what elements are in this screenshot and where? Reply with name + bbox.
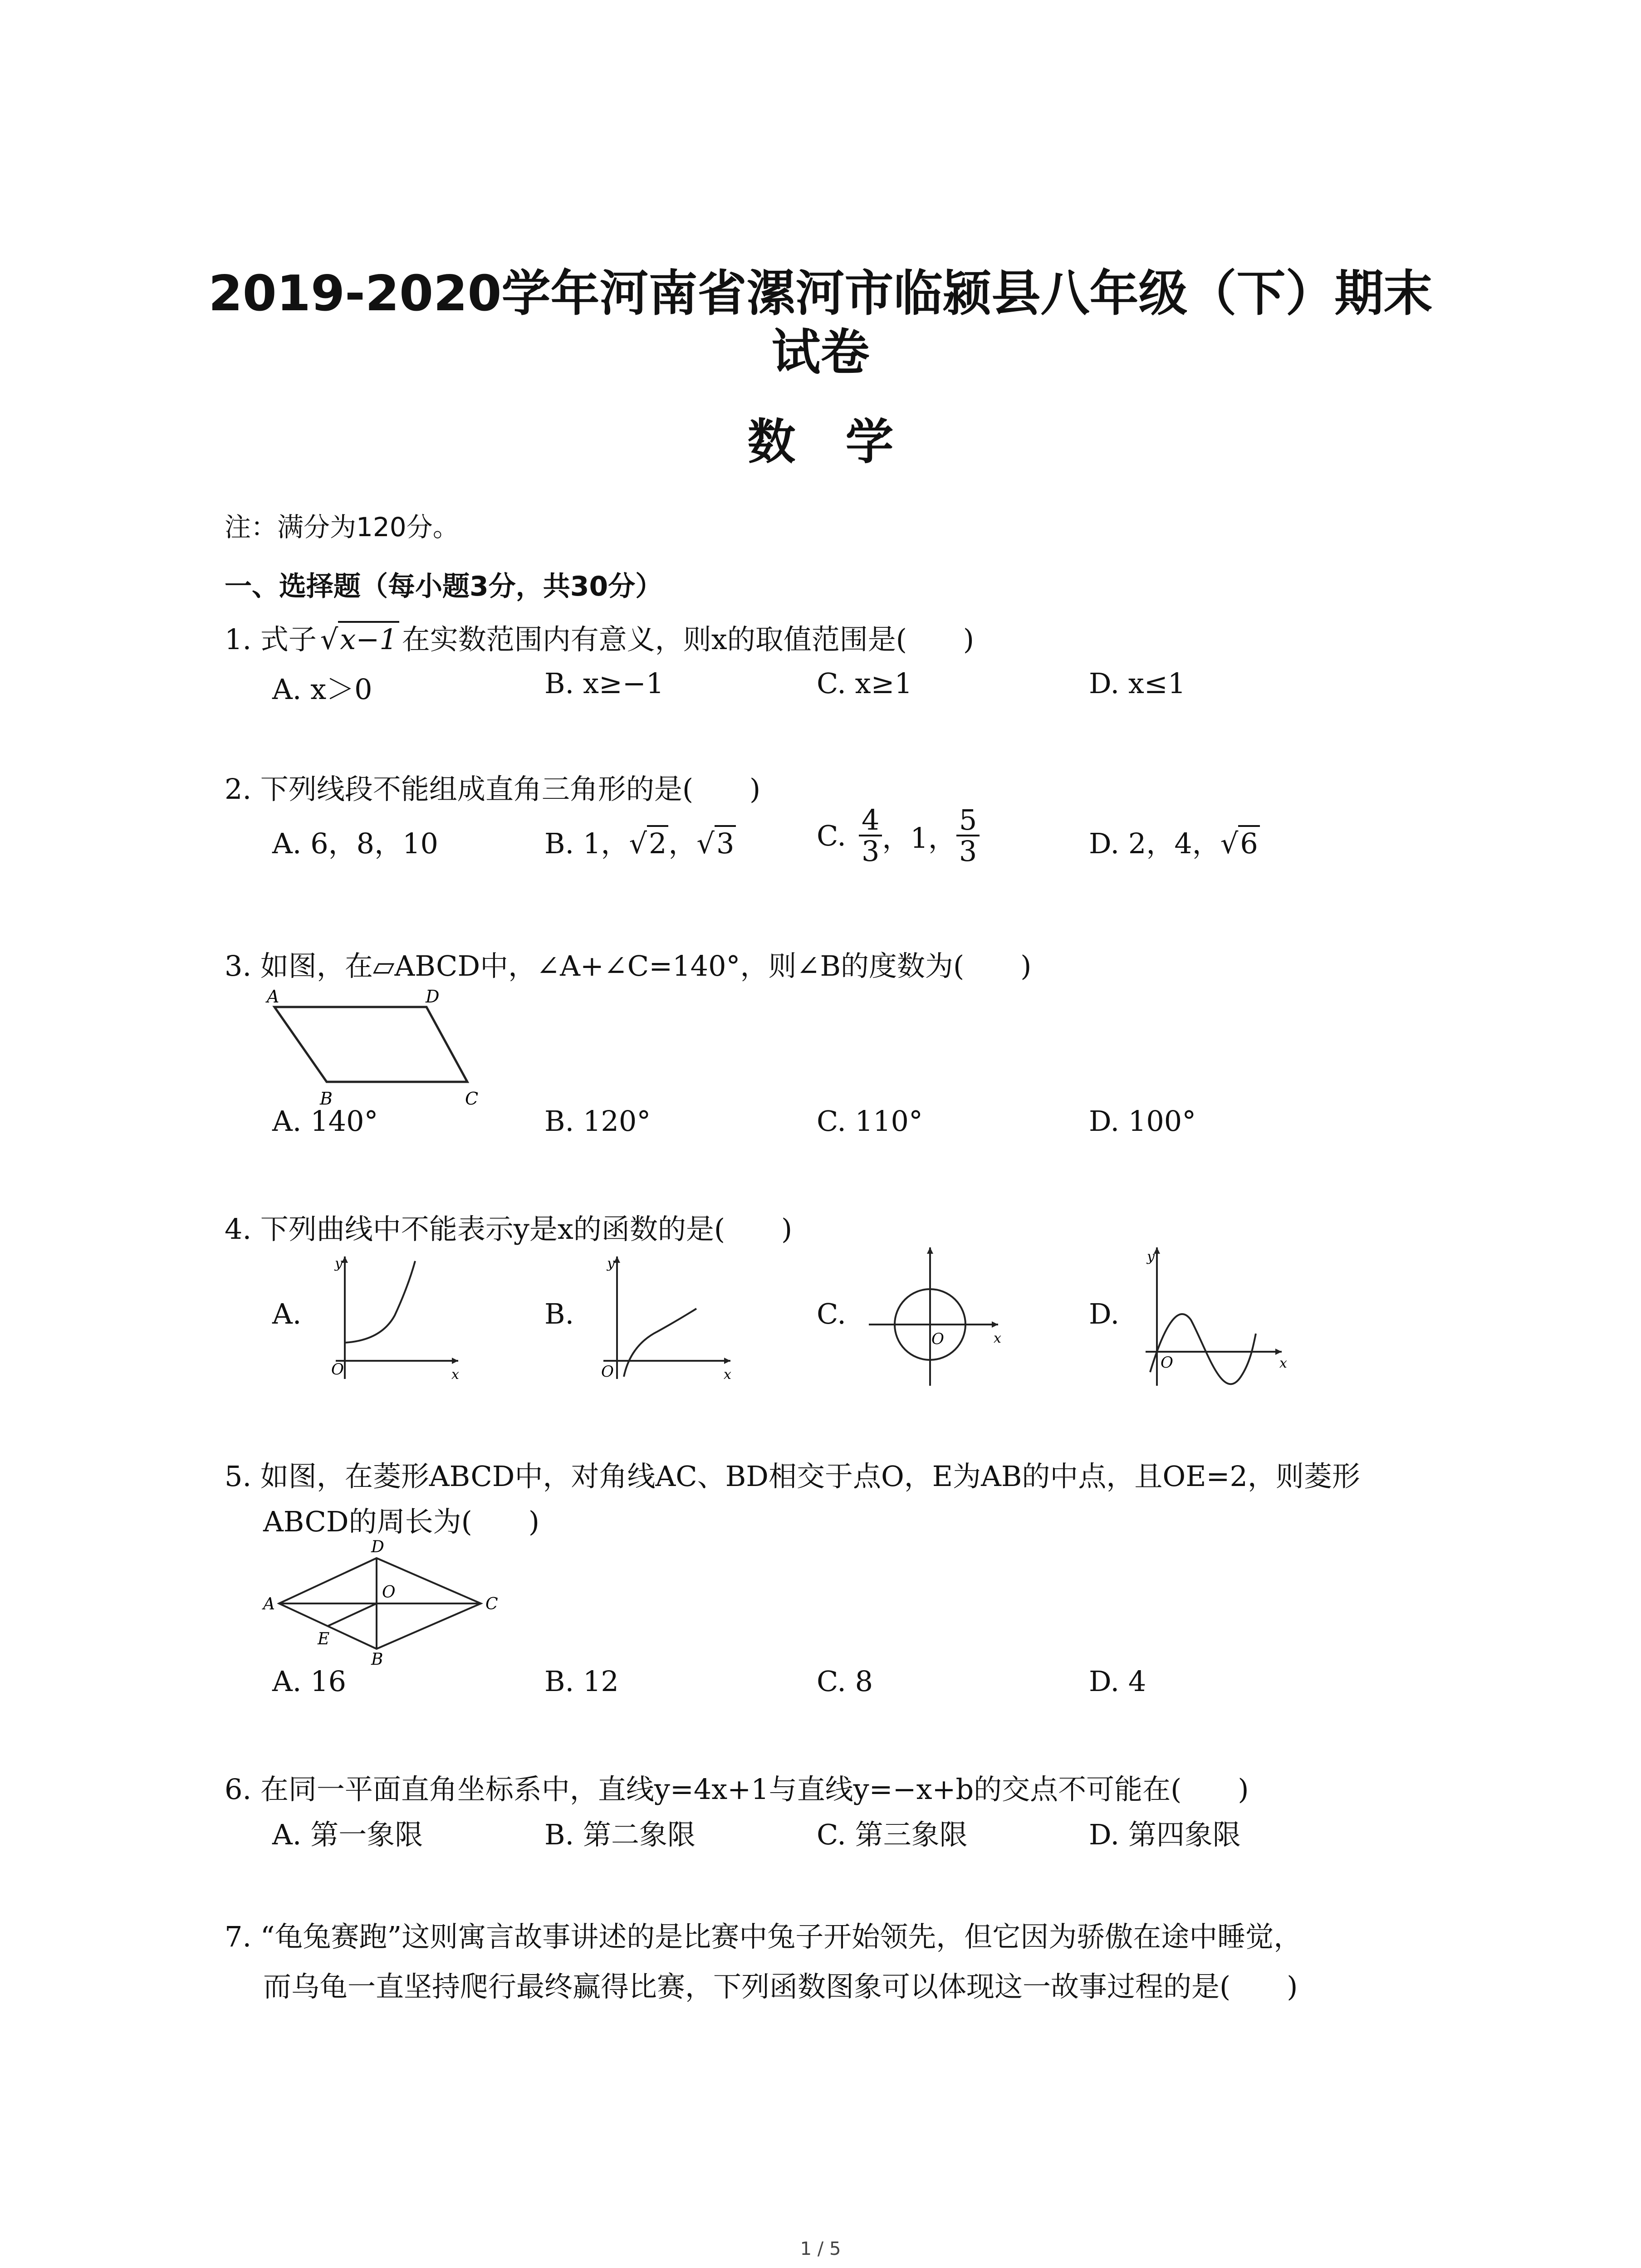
score-note: 注：满分为120分。 xyxy=(225,512,459,543)
q3-option-b[interactable]: B. 120° xyxy=(544,1105,651,1138)
x-label: x xyxy=(724,1367,731,1383)
q4-option-d[interactable]: D. xyxy=(1089,1297,1120,1330)
sqrt-sign: √3 xyxy=(696,825,736,860)
question-3: 3. 如图，在▱ABCD中，∠A+∠C=140°，则∠B的度数为( ) xyxy=(225,949,1032,982)
y-label: y xyxy=(607,1256,615,1271)
q5-option-c[interactable]: C. 8 xyxy=(817,1665,873,1698)
q3-option-c[interactable]: C. 110° xyxy=(817,1105,923,1138)
q2-option-b[interactable] xyxy=(544,821,736,861)
sqrt-sign: √2 xyxy=(629,825,668,860)
question-4: 4. 下列曲线中不能表示y是x的函数的是( ) xyxy=(225,1212,793,1246)
q4-graph-b xyxy=(585,1247,740,1383)
q4-option-c[interactable]: C. xyxy=(817,1297,846,1330)
q2-option-d-radicand: 6 xyxy=(1238,825,1259,860)
q2-option-b-radicand-2: 3 xyxy=(715,825,736,860)
y-axis-arrow xyxy=(342,1256,348,1263)
fraction-numerator: 5 xyxy=(956,805,980,836)
parallelogram-figure xyxy=(254,975,490,1111)
fraction xyxy=(859,805,882,866)
question-6: 6. 在同一平面直角坐标系中，直线y=4x+1与直线y=−x+b的交点不可能在( ) xyxy=(225,1773,1249,1806)
x-label: x xyxy=(451,1367,459,1383)
point-label-e: E xyxy=(318,1630,330,1648)
x-label: x xyxy=(994,1330,1001,1346)
subject-title: 数学 xyxy=(747,414,944,470)
y-label: y xyxy=(335,1256,343,1271)
q2-option-b-sep: ， xyxy=(668,827,697,860)
q1-radicand: x−1 xyxy=(338,621,399,656)
fraction-denominator: 3 xyxy=(861,835,880,868)
q2-option-c[interactable] xyxy=(817,805,980,866)
q1-prefix: 1. 式子 xyxy=(225,623,317,656)
x-axis-arrow xyxy=(992,1321,998,1328)
q1-option-b[interactable]: B. x≥−1 xyxy=(544,667,664,700)
q4-graph-d xyxy=(1134,1241,1298,1390)
segment-oe xyxy=(328,1603,377,1626)
q1-option-d[interactable]: D. x≤1 xyxy=(1089,667,1186,700)
curve xyxy=(345,1261,415,1343)
y-axis-arrow xyxy=(927,1247,933,1254)
origin-label: O xyxy=(601,1363,614,1381)
q6-option-c[interactable]: C. 第三象限 xyxy=(817,1818,968,1851)
y-axis-arrow xyxy=(1154,1247,1160,1254)
q3-option-a[interactable]: A. 140° xyxy=(272,1105,378,1138)
q6-option-a[interactable]: A. 第一象限 xyxy=(272,1818,423,1851)
origin-label: O xyxy=(1161,1354,1173,1372)
vertex-label-b: B xyxy=(320,1089,333,1109)
q1-option-a[interactable]: A. x＞0 xyxy=(272,673,372,706)
x-label: x xyxy=(1279,1355,1287,1371)
q4-option-a[interactable]: A. xyxy=(272,1297,302,1330)
x-axis-arrow xyxy=(452,1358,458,1364)
question-7-line1: 7. “龟兔赛跑”这则寓言故事讲述的是比赛中兔子开始领先，但它因为骄傲在途中睡觉， xyxy=(225,1920,1302,1953)
q2-option-d[interactable] xyxy=(1089,821,1260,861)
vertex-label-d: D xyxy=(371,1538,384,1556)
q2-option-b-radicand-1: 2 xyxy=(647,825,668,860)
q6-option-d[interactable]: D. 第四象限 xyxy=(1089,1818,1241,1851)
q4-graph-c xyxy=(862,1241,1016,1390)
question-2: 2. 下列线段不能组成直角三角形的是( ) xyxy=(225,772,761,806)
sqrt-sign: √6 xyxy=(1220,825,1260,860)
vertex-label-c: C xyxy=(465,1089,479,1109)
question-5-line2: ABCD的周长为( ) xyxy=(263,1505,540,1538)
sqrt-sign: √x−1 xyxy=(320,623,399,656)
question-5-line1: 5. 如图，在菱形ABCD中，对角线AC、BD相交于点O，E为AB的中点，且OE=2，则菱形 xyxy=(225,1460,1360,1493)
q1-option-c[interactable]: C. x≥1 xyxy=(817,667,913,700)
q6-option-b[interactable]: B. 第二象限 xyxy=(544,1818,696,1851)
q4-option-b[interactable]: B. xyxy=(544,1297,574,1330)
y-label: y xyxy=(1147,1249,1155,1265)
parallelogram-shape xyxy=(274,1007,467,1082)
origin-label: O xyxy=(331,1360,344,1378)
exam-title-line1: 2019-2020学年河南省漯河市临颍县八年级（下）期末 xyxy=(208,265,1433,322)
vertex-label-b: B xyxy=(371,1650,383,1669)
rhombus-figure xyxy=(254,1533,508,1669)
q2-option-d-label: D. 2，4， xyxy=(1089,827,1220,860)
page-number: 1 / 5 xyxy=(800,2239,841,2259)
x-axis-arrow xyxy=(724,1358,730,1364)
question-1 xyxy=(225,617,974,657)
fraction-denominator: 3 xyxy=(959,835,977,868)
q5-option-d[interactable]: D. 4 xyxy=(1089,1665,1146,1698)
x-axis-arrow xyxy=(1275,1349,1282,1355)
q2-option-c-mid: ，1， xyxy=(882,821,956,855)
question-7-line2: 而乌龟一直坚持爬行最终赢得比赛，下列函数图象可以体现这一故事过程的是( ) xyxy=(263,1970,1298,2003)
q2-option-b-label: B. 1， xyxy=(544,827,629,860)
q2-option-c-label: C. xyxy=(817,819,846,852)
vertex-label-d: D xyxy=(426,987,440,1007)
vertex-label-c: C xyxy=(485,1595,498,1613)
y-axis-arrow xyxy=(614,1256,620,1263)
q1-suffix: 在实数范围内有意义，则x的取值范围是( ) xyxy=(402,623,975,656)
exam-title-line2: 试卷 xyxy=(771,324,870,381)
q3-option-d[interactable]: D. 100° xyxy=(1089,1105,1196,1138)
vertex-label-a: A xyxy=(263,1595,275,1613)
wave-curve xyxy=(1150,1314,1256,1384)
q5-option-b[interactable]: B. 12 xyxy=(544,1665,619,1698)
vertex-label-a: A xyxy=(267,987,279,1007)
q4-graph-a xyxy=(313,1247,467,1383)
point-label-o: O xyxy=(382,1583,396,1602)
origin-label: O xyxy=(931,1330,944,1348)
fraction xyxy=(956,805,980,866)
curve xyxy=(624,1309,696,1377)
q2-option-a[interactable]: A. 6，8，10 xyxy=(272,827,438,860)
fraction-numerator: 4 xyxy=(859,805,882,836)
section-heading: 一、选择题（每小题3分，共30分） xyxy=(225,571,663,602)
q5-option-a[interactable]: A. 16 xyxy=(272,1665,347,1698)
